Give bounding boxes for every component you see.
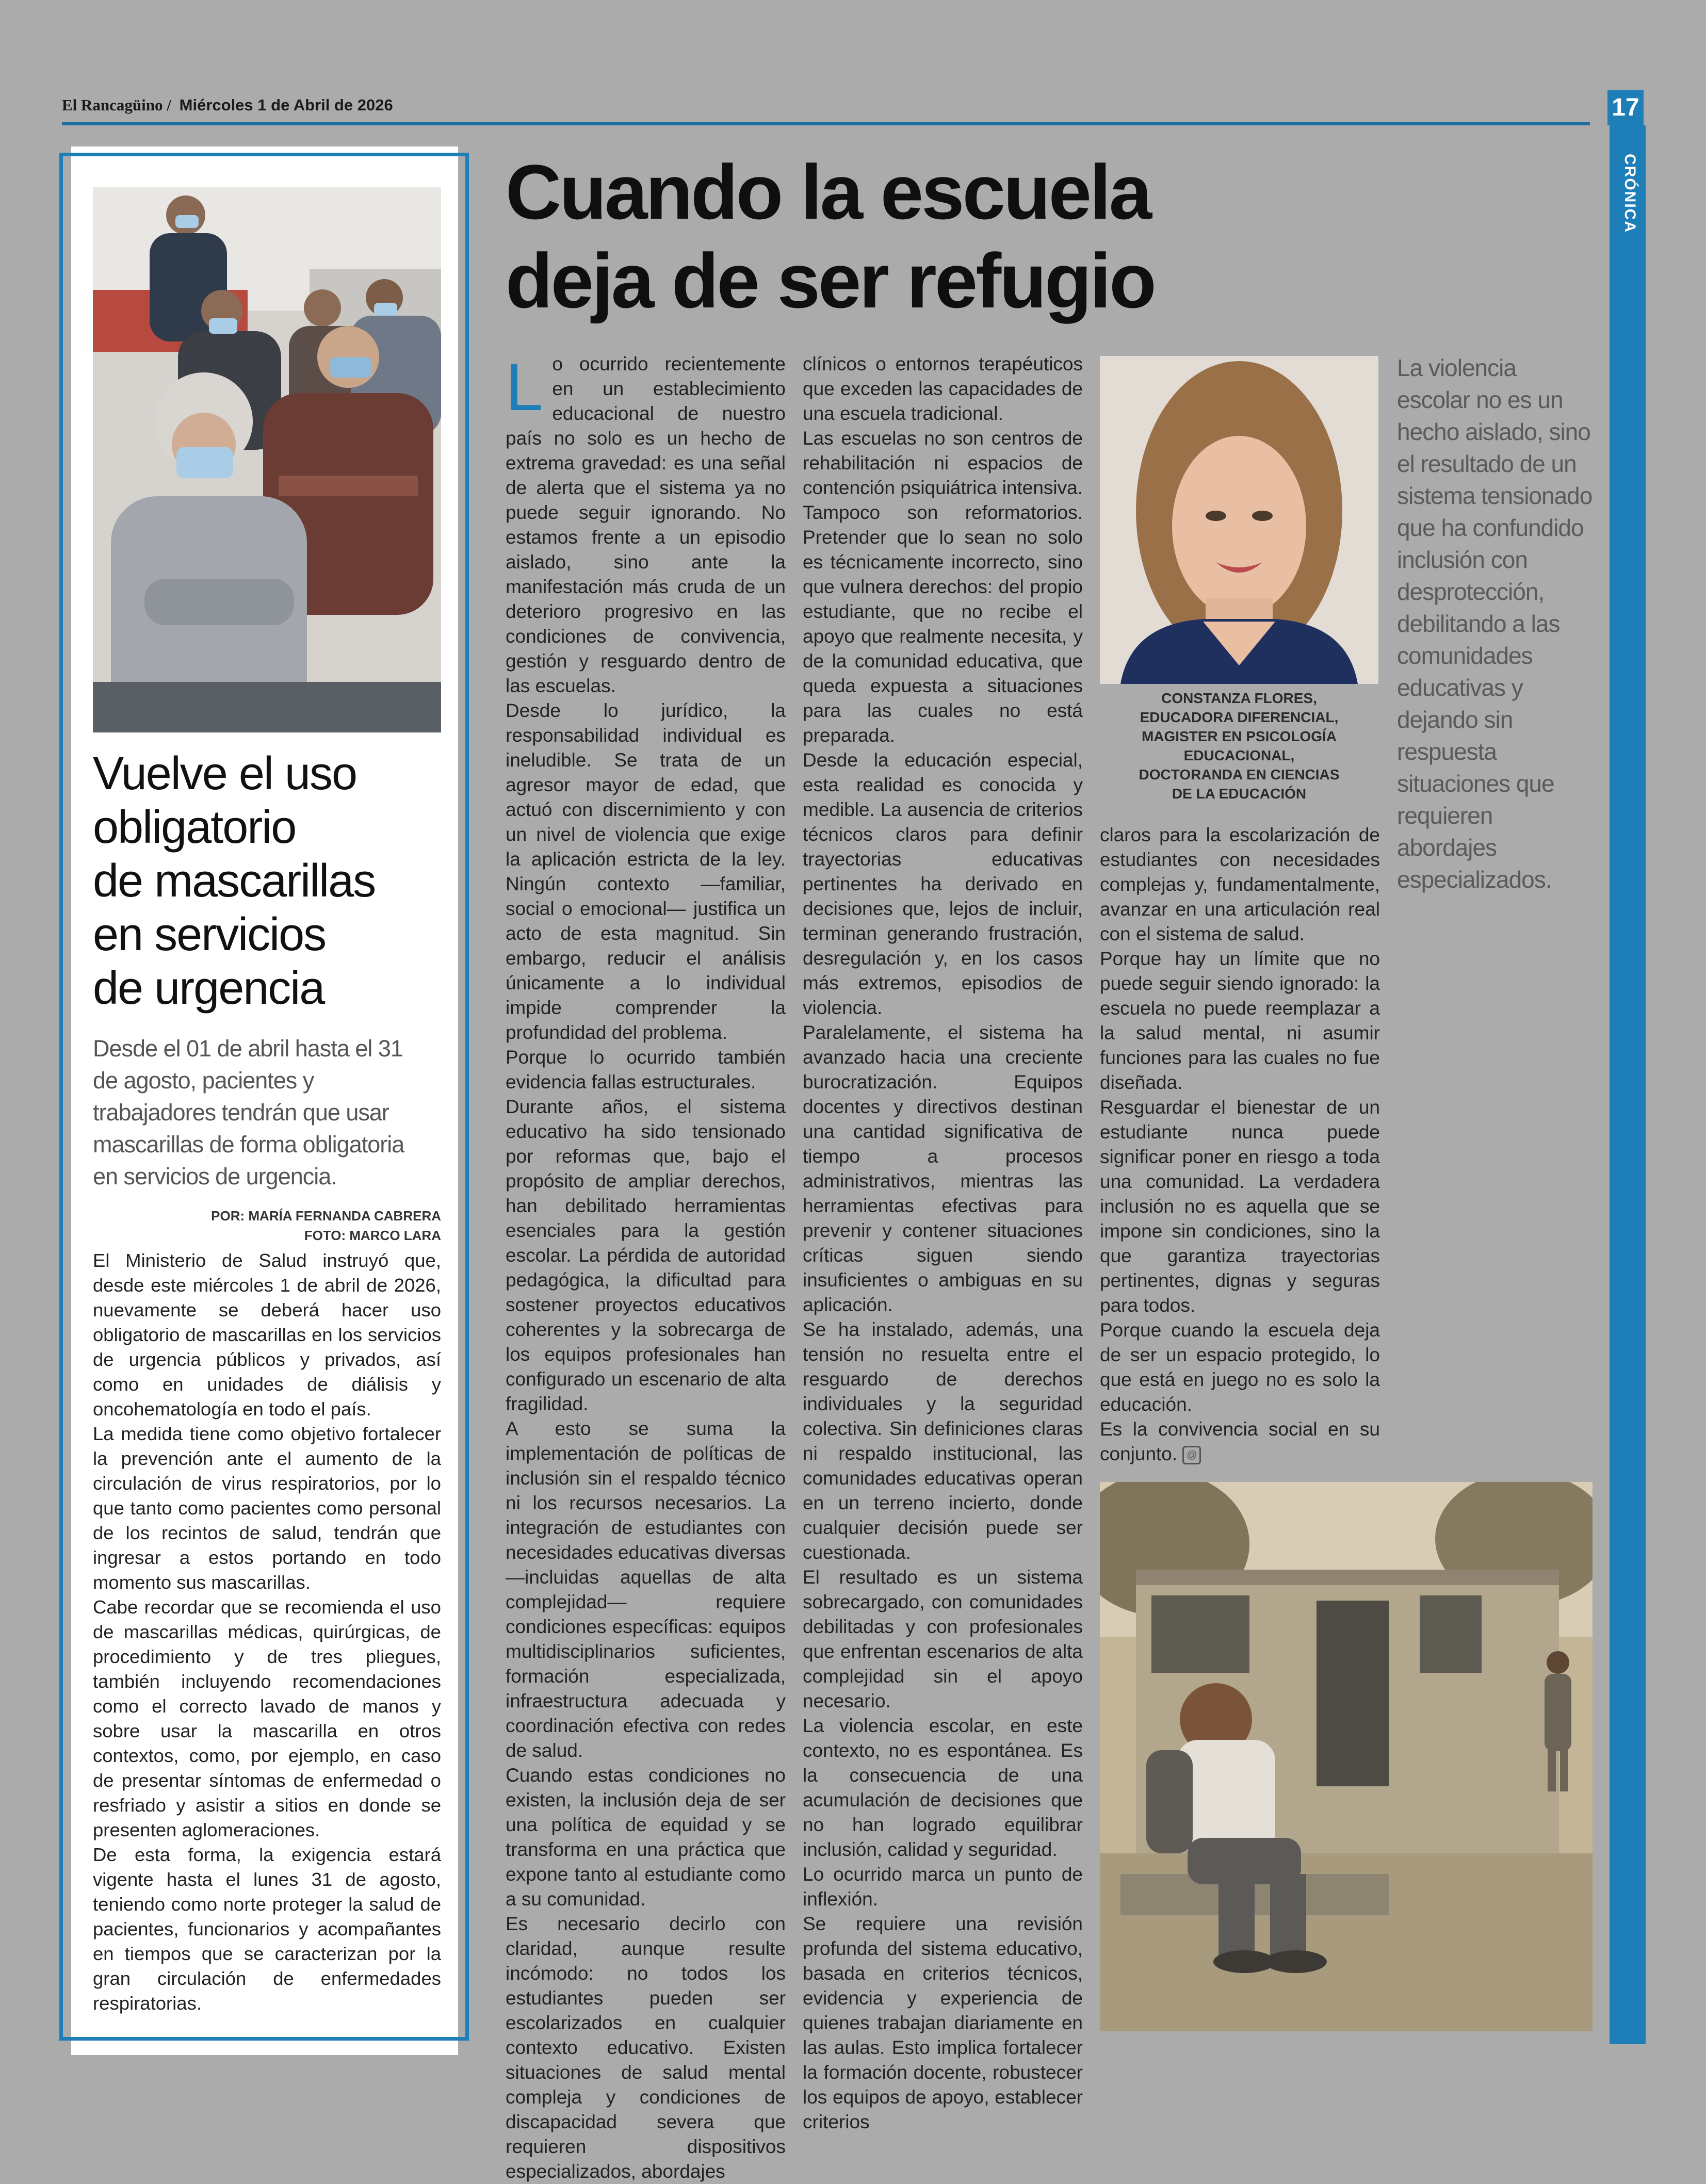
left-article-title <box>93 747 433 1015</box>
illustration-sad-student-school <box>1100 1482 1593 2031</box>
caption-line: DE LA EDUCACIÓN <box>1172 786 1307 802</box>
paragraph: Resguardar el bienestar de un estudiante nunca puede significar poner en riesgo a toda una comunidad. La verdadera inclusión no es aquella que se impone sin condiciones, sino la que garantiza trayectorias pertinentes, dignas y seguras para todos. <box>1100 1097 1380 1316</box>
paragraph: Desde lo jurídico, la responsabilidad individual es ineludible. Se trata de un agresor mayor de edad, que actuó con discernimiento y con un nivel de violencia que exige la aplicación estricta de la ley. Ningún contexto —familiar, social o emocional— justifica un acto de esta magnitud. Sin embargo, reducir el análisis únicamente a lo individual impide comprender la profundidad del problema. <box>506 700 786 1043</box>
section-label: CRÓNICA <box>1621 154 1638 233</box>
paragraph: Porque lo ocurrido también evidencia fallas estructurales. <box>506 1047 786 1093</box>
paragraph: claros para la escolarización de estudiantes con necesidades complejas y, fundamentalmente, avanzar en una articulación real con el sistema de salud. <box>1100 824 1380 944</box>
paragraph: Las escuelas no son centros de rehabilitación ni espacios de contención psiquiátrica intensiva. Tampoco son reformatorios. Pretender que lo sean no solo es técnicamente incorrecto, sino que vulnera derechos: del propio estudiante, que no recibe el apoyo que realmente necesita, y de la comunidad educativa, que queda expuesta a situaciones para las cuales no está preparada. <box>803 428 1083 746</box>
end-mark-icon: @ <box>1182 1446 1201 1464</box>
paragraph: El resultado es un sistema sobrecargado, con comunidades debilitadas y con profesionales que enfrentan escenarios de alta complejidad sin el apoyo necesario. <box>803 1567 1083 1712</box>
article-column-1 <box>506 349 786 2184</box>
paragraph: Porque cuando la escuela deja de ser un espacio protegido, lo que está en juego no es solo la educación. <box>1100 1319 1380 1415</box>
paragraph: A esto se suma la implementación de políticas de inclusión sin el respaldo técnico ni los recursos necesarios. La integración de estudiantes con necesidades educativas diversas —incluidas aquellas de alta complejidad— requiere condiciones específicas: equipos multidisciplinarios suficientes, formación especializada, infraestructura adecuada y coordinación efectiva con redes de salud. <box>506 1418 786 1761</box>
paragraph: clínicos o entornos terapéuticos que exceden las capacidades de una escuela tradicional. <box>803 353 1083 424</box>
paragraph: De esta forma, la exigencia estará vigente hasta el lunes 31 de agosto, teniendo como norte proteger la salud de pacientes, funcionarios y acompañantes en tiempos que se caracterizan por la gran circulación de enfermedades respiratorias. <box>93 1844 441 2014</box>
section-sidebar <box>1610 125 1646 2044</box>
main-headline <box>506 148 1279 325</box>
paragraph: Porque hay un límite que no puede seguir siendo ignorado: la escuela no puede reemplazar a la salud mental, ni asumir funciones para las cuales no fue diseñada. <box>1100 948 1380 1093</box>
photo-left-illustration <box>93 187 441 732</box>
caption-line: MAGISTER EN PSICOLOGÍA <box>1141 728 1337 744</box>
paragraph-text: o ocurrido recientemente en un establecimiento educacional de nuestro país no solo es un hecho de extrema gravedad: es una señal de alerta que el sistema ya no puede seguir ignorando. No estamos frente a un episodio aislado, sino ante la manifestación más cruda de un deterioro progresivo en las condiciones de convivencia, gestión y resguardo dentro de las escuelas. <box>506 353 786 696</box>
left-title-line: Vuelve el uso <box>93 748 357 800</box>
paragraph: La medida tiene como objetivo fortalecer la prevención ante el aumento de la circulación de virus respiratorios, por lo que tanto como pacientes como personal de los recintos de salud, tendrán que ingresar a estos portando en todo momento sus mascarillas. <box>93 1423 441 1593</box>
paragraph: Paralelamente, el sistema ha avanzado hacia una creciente burocratización. Equipos docentes y directivos destinan una cantidad significativa de tiempo a procesos administrativos, mientras las herramientas efectivas para prevenir y contener situaciones críticas siguen siendo insuficientes o ambiguas en su aplicación. <box>803 1022 1083 1315</box>
paragraph: Desde la educación especial, esta realidad es conocida y medible. La ausencia de criterios técnicos claros para definir trayectorias educativas pertinentes ha derivado en decisiones que, lejos de incluir, terminan generando frustración, desregulación y, en los casos más extremos, episodios de violencia. <box>803 749 1083 1018</box>
byline-photo: FOTO: MARCO LARA <box>304 1228 441 1243</box>
portrait-caption <box>1100 689 1378 803</box>
caption-line: EDUCADORA DIFERENCIAL, <box>1140 709 1339 725</box>
caption-line: EDUCACIONAL, <box>1183 747 1295 763</box>
masthead <box>62 96 393 115</box>
left-title-line: obligatorio <box>93 802 296 853</box>
masthead-separator: / <box>167 96 171 114</box>
article-column-2 <box>803 352 1083 2134</box>
paragraph: Lo ocurrido marca un punto de inflexión. <box>803 1864 1083 1910</box>
article-column-3 <box>1100 823 1380 1466</box>
pull-quote: La violencia escolar no es un hecho aislado, sino el resultado de un sistema tensionado que ha confundido inclusión con desprotección, debilitando a las comunidades educativas y dejando sin respuesta situaciones que requieren abordajes especializados. <box>1397 354 1593 893</box>
paragraph: El Ministerio de Salud instruyó que, desde este miércoles 1 de abril de 2026, nuevamente se deberá hacer uso obligatorio de mascarillas en los servicios de urgencia públicos y privados, así como en unidades de diálisis y oncohematología en todo el país. <box>93 1250 441 1420</box>
bottom-illustration <box>1100 1482 1593 2031</box>
byline <box>93 1206 441 1245</box>
paragraph: La violencia escolar, en este contexto, no es espontánea. Es la consecuencia de una acumulación de decisiones que no han logrado equilibrar inclusión, calidad y seguridad. <box>803 1715 1083 1860</box>
paragraph: Durante años, el sistema educativo ha sido tensionado por reformas que, bajo el propósito de ampliar derechos, han debilitado herramientas esenciales para la gestión escolar. La pérdida de autoridad pedagógica, la dificultad para sostener proyectos educativos coherentes y la sobrecarga de los equipos profesionales han configurado un escenario de alta fragilidad. <box>506 1096 786 1414</box>
left-article-body <box>93 1248 441 2016</box>
headline-line: Cuando la escuela <box>506 149 1150 235</box>
paragraph: Cuando estas condiciones no existen, la inclusión deja de ser una política de equidad y se transforma en una práctica que expone tanto al estudiante como a su comunidad. <box>506 1765 786 1910</box>
publication-name: El Rancagüino <box>62 96 163 114</box>
caption-line: CONSTANZA FLORES, <box>1161 690 1317 706</box>
paragraph <box>506 349 786 698</box>
paragraph: Se ha instalado, además, una tensión no resuelta entre el resguardo de derechos individuales y la seguridad colectiva. Sin definiciones claras ni respaldo institucional, las comunidades educativas operan en un terreno incierto, donde cualquier decisión puede ser cuestionada. <box>803 1319 1083 1563</box>
paragraph: Es necesario decirlo con claridad, aunque resulte incómodo: no todos los estudiantes pueden ser escolarizados en cualquier contexto educativo. Existen situaciones de salud mental compleja y condiciones de discapacidad severa que requieren dispositivos especializados, abordajes <box>506 1913 786 2182</box>
byline-author: POR: MARÍA FERNANDA CABRERA <box>211 1208 441 1224</box>
left-title-line: de mascarillas <box>93 855 376 907</box>
page-number: 17 <box>1607 90 1644 125</box>
drop-cap: L <box>506 349 543 425</box>
portrait-illustration <box>1100 356 1378 684</box>
issue-date: Miércoles 1 de Abril de 2026 <box>179 96 393 114</box>
left-title-line: de urgencia <box>93 963 324 1014</box>
photo-people-wearing-masks <box>93 187 441 732</box>
paragraph: Se requiere una revisión profunda del sistema educativo, basada en criterios técnicos, evidencia y experiencia de quienes trabajan diariamente en las aulas. Esto implica fortalecer la formación docente, robustecer los equipos de apoyo, establecer criterios <box>803 1913 1083 2132</box>
portrait-woman-icon <box>1100 356 1378 684</box>
caption-line: DOCTORANDA EN CIENCIAS <box>1139 767 1340 783</box>
paragraph <box>1100 1417 1380 1466</box>
left-article-subtitle: Desde el 01 de abril hasta el 31 de agosto, pacientes y trabajadores tendrán que usar mascarillas de forma obligatoria en servicios de urgencia. <box>93 1035 404 1189</box>
left-title-line: en servicios <box>93 909 326 960</box>
headline-line: deja de ser refugio <box>506 237 1155 324</box>
paragraph-text: Es la convivencia social en su conjunto. <box>1100 1419 1380 1464</box>
header-rule <box>62 122 1590 125</box>
paragraph: Cabe recordar que se recomienda el uso de mascarillas médicas, quirúrgicas, de procedimiento y de tres pliegues, también incluyendo recomendaciones como el correcto lavado de manos y sobre usar la mascarilla en otros contextos, como, por ejemplo, en caso de presentar síntomas de enfermedad o resfriado y asistir a sitios en donde se presenten aglomeraciones. <box>93 1596 441 1840</box>
